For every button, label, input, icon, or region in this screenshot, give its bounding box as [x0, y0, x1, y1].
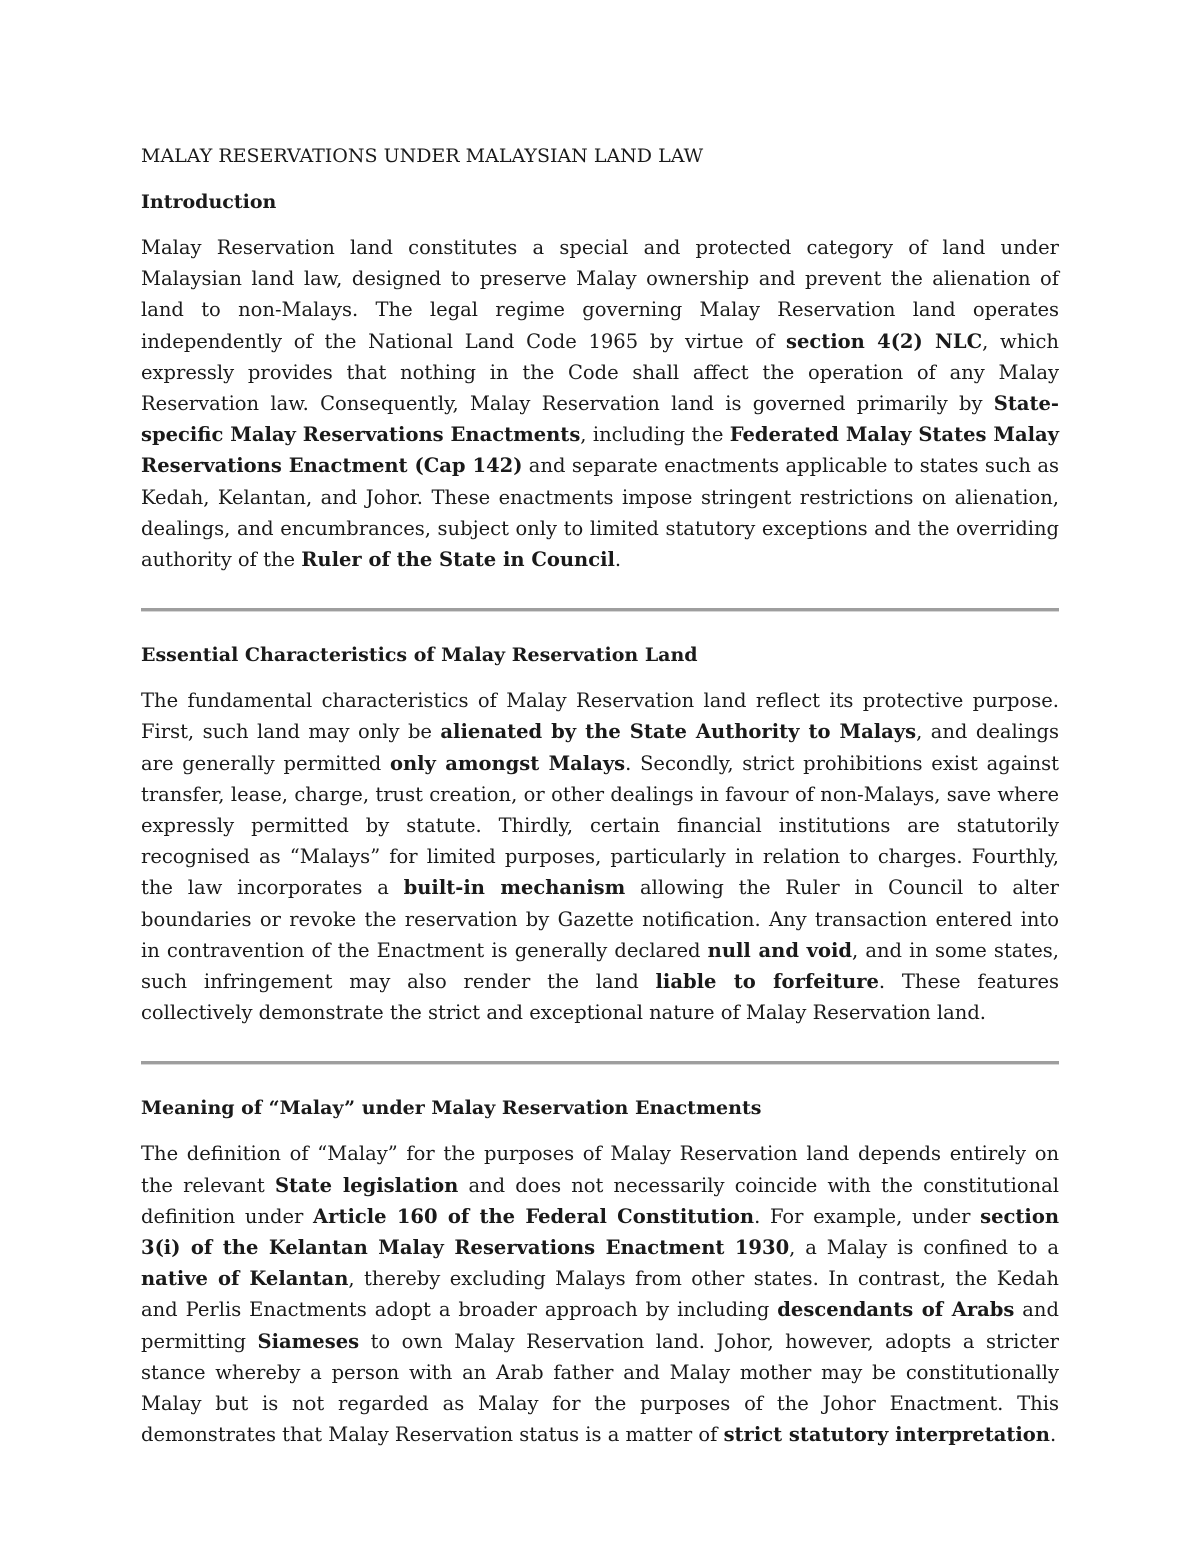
bold-text-run: only amongst Malays: [389, 751, 626, 775]
section-essential-characteristics: [141, 641, 1059, 1028]
section-heading: Introduction: [141, 191, 277, 213]
bold-text-run: State legislation: [274, 1173, 459, 1197]
bold-text-run: State-specific Malay Reservations Enactments: [141, 392, 1059, 447]
bold-text-run: Article 160 of the Federal Constitution: [313, 1204, 755, 1228]
text-run: Malay Reservation land constitutes a special and protected category of land under Malaysian land law, designed to preserve Malay ownership and prevent the alienation of land to non-Malays. The legal regime governing Malay Reservation land operates independently of the National Land Code 1965 by virtue of: [141, 236, 1059, 353]
bold-text-run: descendants of Arabs: [777, 1298, 1015, 1322]
text-run: . For example, under: [754, 1204, 981, 1228]
bold-text-run: native of Kelantan: [141, 1267, 349, 1291]
text-run: . These features collectively demonstrate the strict and exceptional nature of Malay Reservation land.: [141, 970, 1059, 1025]
bold-text-run: liable to forfeiture: [655, 970, 879, 994]
text-run: , a Malay is confined to a: [789, 1236, 1059, 1260]
bold-text-run: built-in mechanism: [403, 876, 626, 900]
bold-text-run: Federated Malay States Malay Reservations Enactment (Cap 142): [141, 423, 1059, 478]
bold-text-run: Ruler of the State in Council: [301, 548, 615, 572]
section-heading: Essential Characteristics of Malay Reservation Land: [141, 644, 698, 667]
bold-text-run: section 3(i) of the Kelantan Malay Reservations Enactment 1930: [141, 1204, 1059, 1260]
document-title: MALAY RESERVATIONS UNDER MALAYSIAN LAND LAW: [141, 145, 704, 167]
text-run: .: [1049, 1423, 1057, 1447]
bold-text-run: alienated by the State Authority to Malays: [440, 720, 917, 744]
horizontal-divider: [141, 1061, 1059, 1065]
text-run: , thereby excluding Malays from other states. In contrast, the Kedah and Perlis Enactments adopt a broader approach by including: [141, 1267, 1059, 1322]
text-run: allowing the Ruler in Council to alter boundaries or revoke the reservation by Gazette notification. Any transaction entered into in contravention of the Enactment is generally declared: [141, 876, 1059, 962]
text-run: .: [614, 548, 622, 572]
text-run: The definition of “Malay” for the purposes of Malay Reservation land depends entirely on the relevant: [141, 1142, 1059, 1197]
text-run: . Secondly, strict prohibitions exist against transfer, lease, charge, trust creation, or other dealings in favour of non-Malays, save where expressly permitted by statute. Thirdly, certain financial institutions are statutorily recognised as “Malays” for limited purposes, particularly in relation to charges. Fourthly, the law incorporates a: [141, 751, 1059, 900]
bold-text-run: Siameses: [257, 1329, 360, 1353]
text-run: to own Malay Reservation land. Johor, however, adopts a stricter stance whereby a person with an Arab father and Malay mother may be constitutionally Malay but is not regarded as Malay for the purposes of the Johor Enactment. This demonstrates that Malay Reservation status is a matter of: [141, 1329, 1059, 1447]
section-heading: Meaning of “Malay” under Malay Reservation Enactments: [141, 1097, 762, 1120]
text-run: The fundamental characteristics of Malay Reservation land reflect its protective purpose. First, such land may only be: [141, 689, 1059, 744]
text-run: , which expressly provides that nothing in the Code shall affect the operation of any Malay Reservation law. Consequently, Malay Reservation land is governed primarily by: [141, 329, 1059, 416]
text-run: , including the: [580, 423, 730, 447]
bold-text-run: section 4(2) NLC: [785, 329, 983, 353]
section-paragraph: [141, 232, 1059, 575]
text-run: and does not necessarily coincide with the constitutional definition under: [141, 1173, 1060, 1228]
document-page: [141, 138, 1059, 1451]
bold-text-run: strict statutory interpretation: [723, 1423, 1050, 1447]
horizontal-divider: [141, 608, 1059, 612]
bold-text-run: null and void: [707, 938, 853, 962]
section-paragraph: [141, 1138, 1059, 1450]
text-run: , and dealings are generally permitted: [141, 720, 1060, 775]
section-paragraph: [141, 685, 1059, 1028]
text-run: , and in some states, such infringement may also render the land: [141, 938, 1059, 994]
section-meaning-of-malay: [141, 1094, 1059, 1450]
section-introduction: [141, 188, 1059, 575]
text-run: and permitting: [141, 1298, 1059, 1353]
text-run: and separate enactments applicable to states such as Kedah, Kelantan, and Johor. These enactments impose stringent restrictions on alienation, dealings, and encumbrances, subject only to limited statutory exceptions and the overriding authority of the: [141, 454, 1059, 572]
